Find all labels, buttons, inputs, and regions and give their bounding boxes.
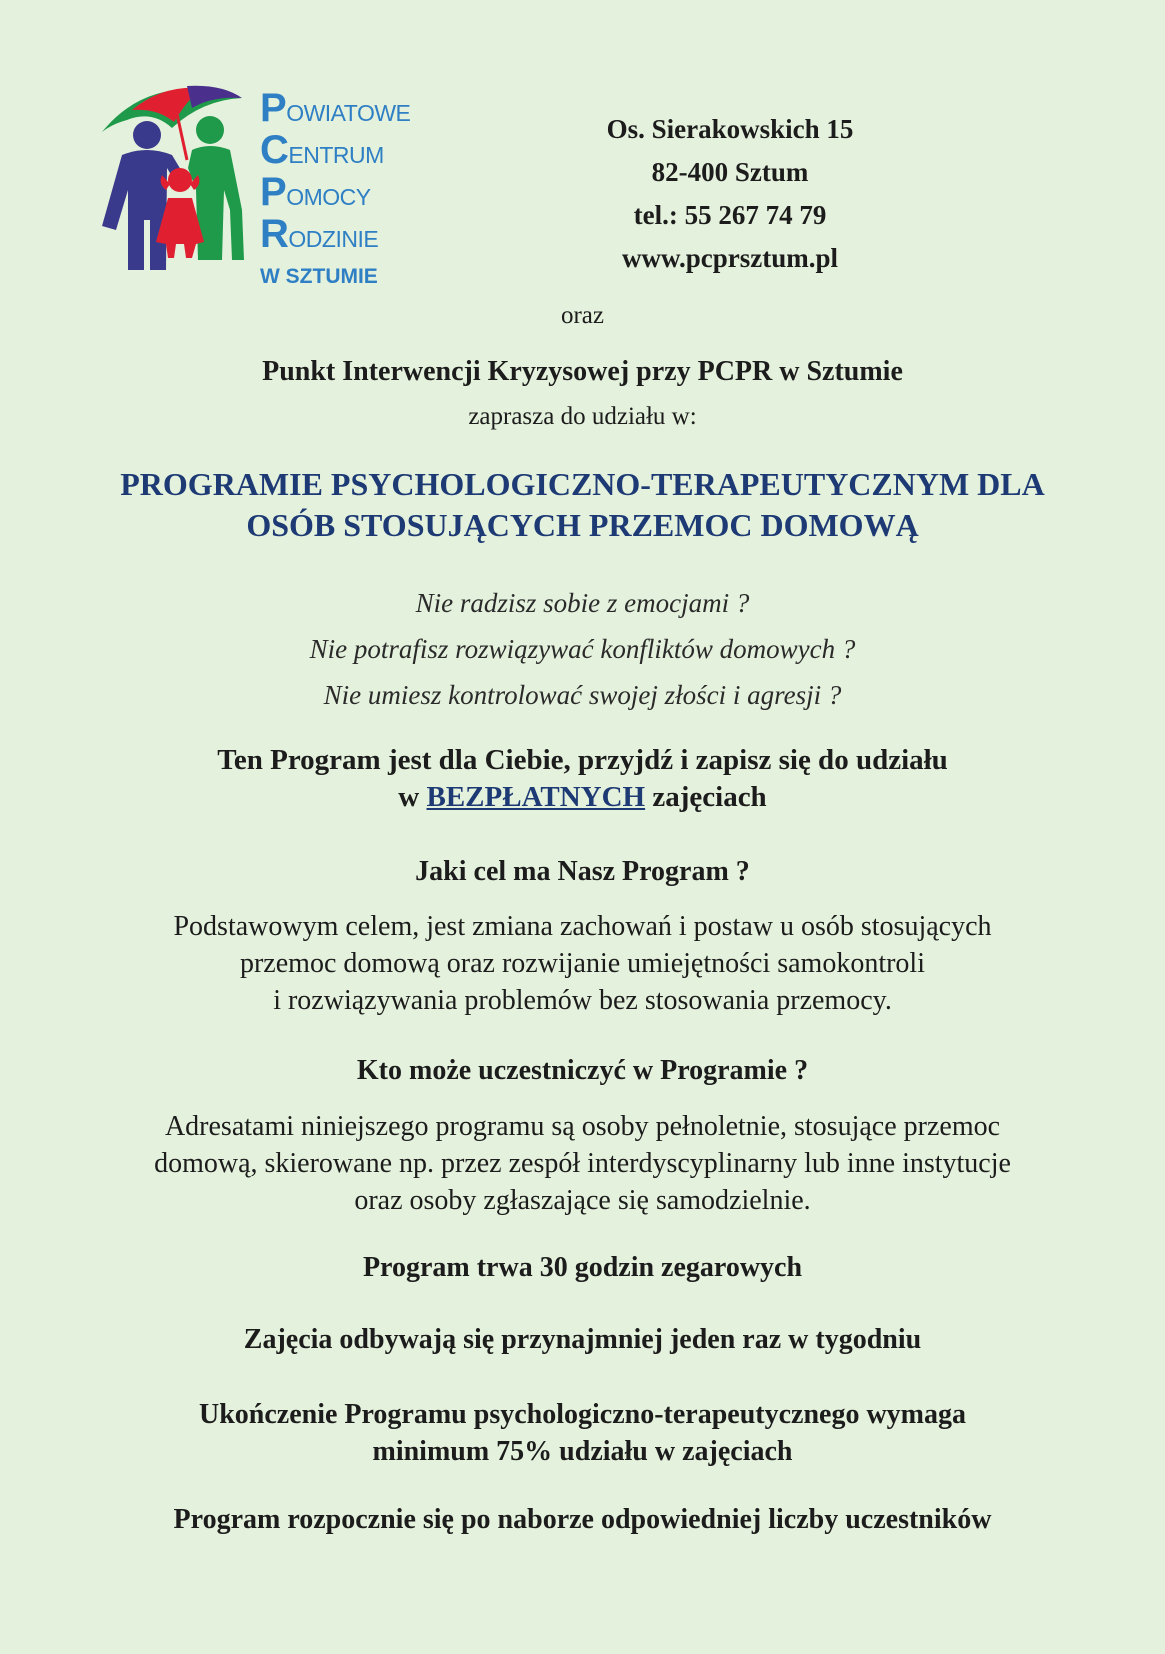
participants-line: oraz osoby zgłaszające się samodzielnie.: [354, 1185, 811, 1216]
logo-line: CENTRUM: [260, 128, 384, 172]
frequency-text: Zajęcia odbywają się przynajmniej jeden raz w tygodniu: [243, 1324, 922, 1355]
address-street: Os. Sierakowskich 15: [606, 114, 854, 144]
title-line: PROGRAMIE PSYCHOLOGICZNO-TERAPEUTYCZNYM DLA: [120, 466, 1045, 502]
program-title: [0, 464, 1165, 546]
call-to-action: [0, 742, 1165, 816]
address-website[interactable]: www.pcprsztum.pl: [621, 243, 838, 273]
participants-text: [0, 1108, 1165, 1219]
goal-text: [0, 908, 1165, 1019]
question-line: Nie umiesz kontrolować swojej złości i agresji ?: [323, 680, 842, 710]
completion-text: [0, 1396, 1165, 1470]
questions-block: [0, 580, 1165, 718]
cta-suffix: zajęciach: [645, 781, 767, 813]
cta-line: [0, 779, 1165, 816]
address-city: 82-400 Sztum: [651, 157, 809, 187]
logo-line: W SZTUMIE: [260, 265, 378, 288]
duration-text: Program trwa 30 godzin zegarowych: [362, 1252, 803, 1283]
title-line: OSÓB STOSUJĄCYCH PRZEMOC DOMOWĄ: [246, 507, 919, 543]
participants-line: Adresatami niniejszego programu są osoby pełnoletnie, stosujące przemoc: [164, 1111, 1001, 1142]
goal-line: Podstawowym celem, jest zmiana zachowań i postaw u osób stosujących: [173, 911, 992, 942]
contact-address: [560, 108, 900, 280]
question-line: Nie potrafisz rozwiązywać konfliktów domowych ?: [309, 634, 856, 664]
completion-line: Ukończenie Programu psychologiczno-terapeutycznego wymaga: [198, 1399, 967, 1430]
free-highlight: BEZPŁATNYCH: [426, 781, 646, 813]
organizer-name: Punkt Interwencji Kryzysowej przy PCPR w Sztumie: [262, 356, 903, 387]
logo-text: [260, 86, 411, 295]
completion-line: minimum 75% udziału w zajęciach: [372, 1436, 793, 1467]
logo-line: POMOCY: [260, 170, 371, 214]
goal-line: i rozwiązywania problemów bez stosowania przemocy.: [273, 985, 892, 1016]
invite-text: zaprasza do udziału w:: [468, 403, 697, 430]
oraz-text: oraz: [560, 302, 605, 329]
cta-line: Ten Program jest dla Ciebie, przyjdź i zapisz się do udziału: [217, 744, 948, 776]
logo-line: POWIATOWE: [260, 86, 411, 130]
start-text: Program rozpocznie się po naborze odpowiedniej liczby uczestników: [173, 1504, 992, 1535]
pcpr-logo: [92, 80, 452, 290]
cta-prefix: w: [398, 781, 427, 813]
goal-line: przemoc domową oraz rozwijanie umiejętności samokontroli: [239, 948, 925, 979]
logo-line: RODZINIE: [260, 212, 379, 256]
participants-line: domową, skierowane np. przez zespół interdyscyplinarny lub inne instytucje: [154, 1148, 1011, 1179]
participants-heading: Kto może uczestniczyć w Programie ?: [356, 1055, 809, 1086]
address-phone: tel.: 55 267 74 79: [633, 200, 827, 230]
family-umbrella-icon: [92, 80, 262, 290]
goal-heading: Jaki cel ma Nasz Program ?: [415, 856, 750, 887]
question-line: Nie radzisz sobie z emocjami ?: [415, 588, 750, 618]
